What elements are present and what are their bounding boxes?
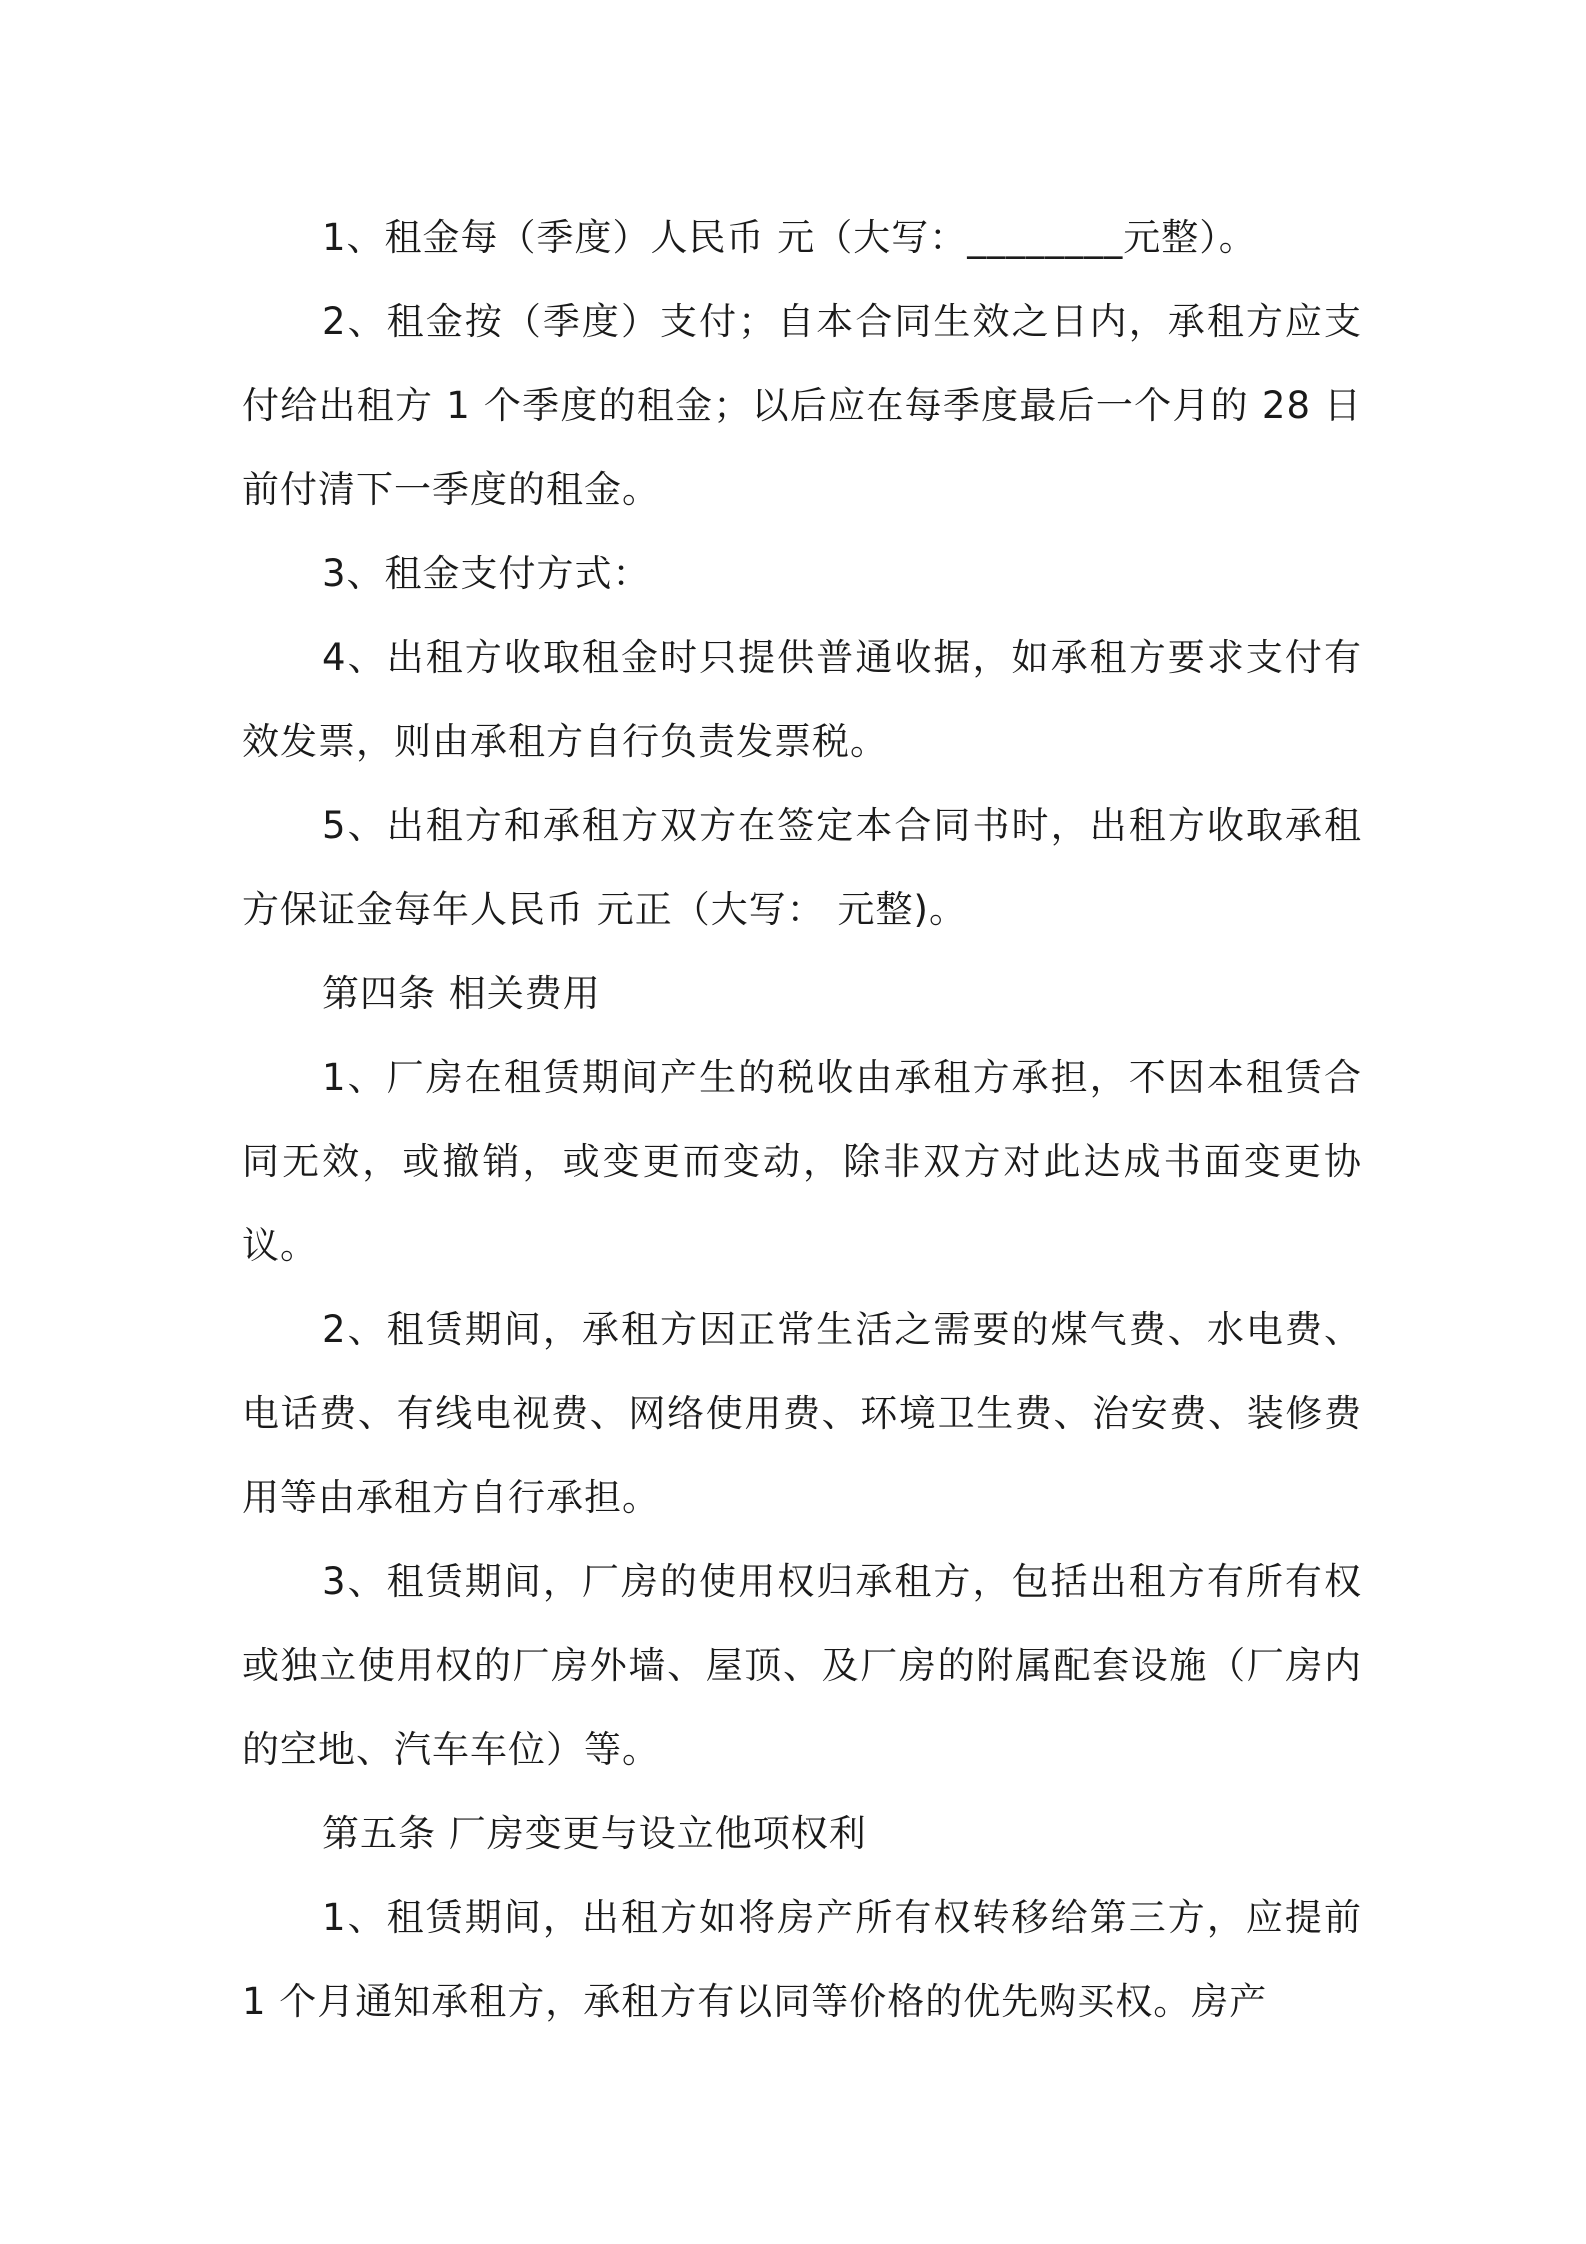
clause-3-item-5: 5、出租方和承租方双方在签定本合同书时，出租方收取承租方保证金每年人民币 元正（大写： 元整)。: [242, 804, 1362, 931]
clause-4-item-2: 2、租赁期间，承租方因正常生活之需要的煤气费、水电费、电话费、有线电视费、网络使用费、环境卫生费、治安费、装修费用等由承租方自行承担。: [242, 1308, 1362, 1519]
clause-3-item-2: 2、租金按（季度）支付；自本合同生效之日内，承租方应支付给出租方 1 个季度的租金；以后应在每季度最后一个月的 28 日前付清下一季度的租金。: [242, 300, 1362, 511]
clause-5-item-1: 1、租赁期间，出租方如将房产所有权转移给第三方，应提前 1 个月通知承租方，承租方有以同等价格的优先购买权。房产: [242, 1896, 1362, 2023]
clause-4-item-1: 1、厂房在租赁期间产生的税收由承租方承担，不因本租赁合同无效，或撤销，或变更而变动，除非双方对此达成书面变更协议。: [242, 1056, 1362, 1267]
clause-5-heading: 第五条 厂房变更与设立他项权利: [322, 1812, 867, 1855]
clause-3-item-1: 1、租金每（季度）人民币 元（大写：________元整）。: [322, 216, 1257, 259]
clause-3-item-3: 3、租金支付方式：: [322, 552, 651, 595]
clause-3-item-4: 4、出租方收取租金时只提供普通收据，如承租方要求支付有效发票，则由承租方自行负责发票税。: [242, 636, 1362, 763]
contract-page: [242, 196, 1362, 2044]
clause-4-item-3: 3、租赁期间，厂房的使用权归承租方，包括出租方有所有权或独立使用权的厂房外墙、屋顶、及厂房的附属配套设施（厂房内的空地、汽车车位）等。: [242, 1560, 1362, 1771]
clause-4-heading: 第四条 相关费用: [322, 972, 601, 1015]
